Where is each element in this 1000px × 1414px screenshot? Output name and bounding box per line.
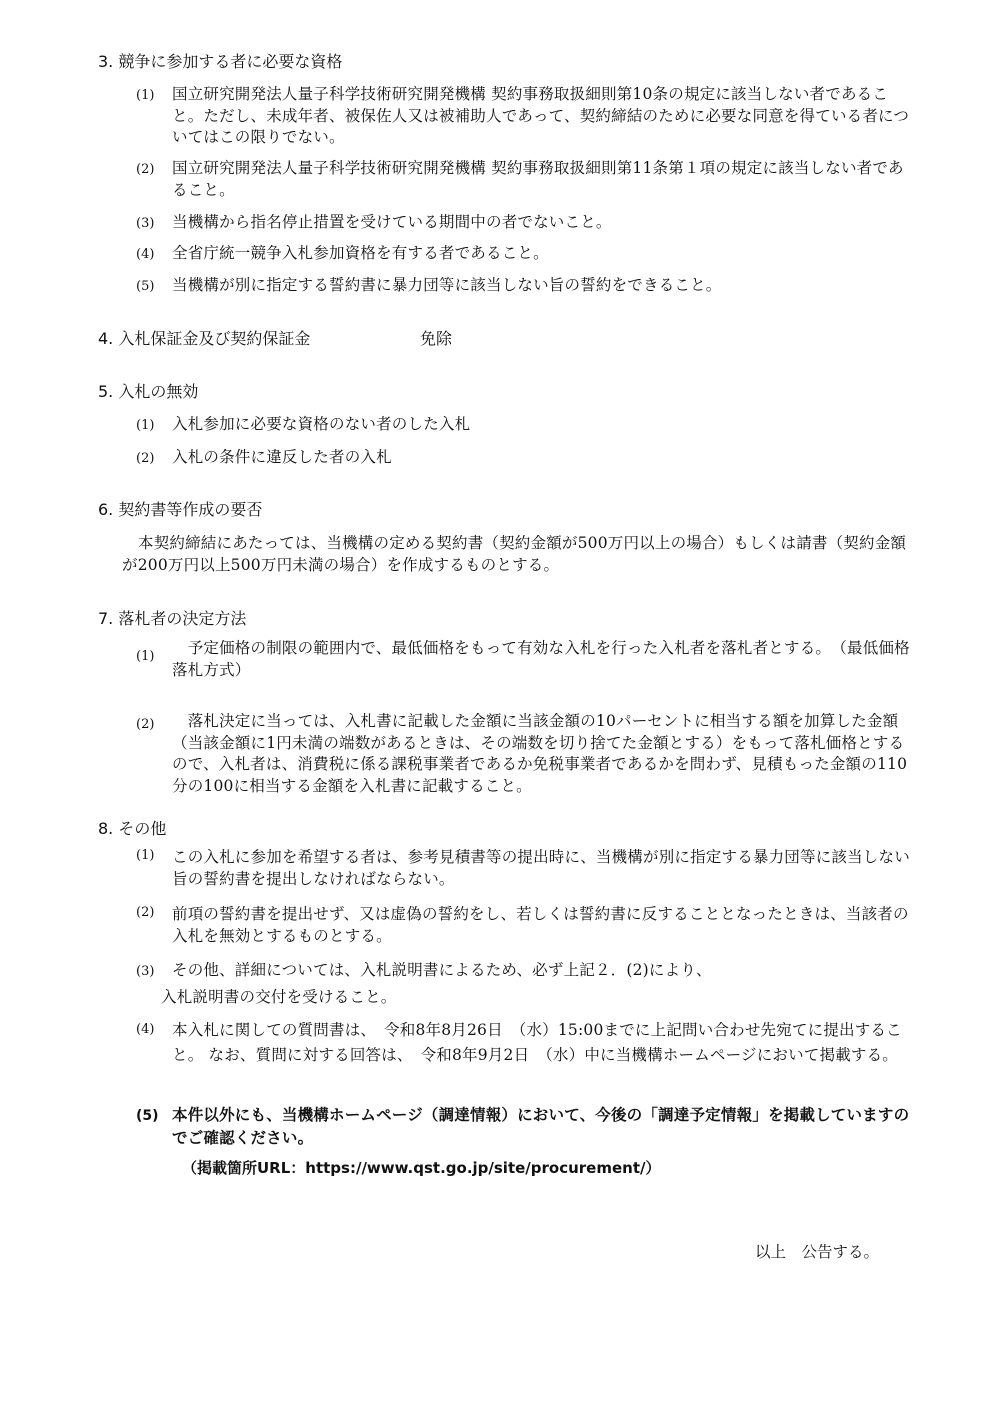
- item-number: (4): [136, 247, 155, 262]
- item-text: 入札参加に必要な資格のない者のした入札: [172, 415, 471, 433]
- section-6-paragraph: 本契約締結にあたっては、当機構の定める契約書（契約金額が500万円以上の場合）もしくは請書（契約金額が200万円以上500万円未満の場合）を作成するものとする。: [122, 534, 907, 574]
- item-text: 前項の誓約書を提出せず、又は虚偽の誓約をし、若しくは誓約書に反することとなったときは、当該者の入札を無効とするものとする。: [172, 905, 909, 945]
- item-number: (3): [136, 216, 155, 231]
- section-4-heading: [98, 328, 453, 350]
- section-4-title: 4. 入札保証金及び契約保証金: [98, 329, 311, 348]
- item-text: 国立研究開発法人量子科学技術研究開発機構 契約事務取扱細則第10条の規定に該当しない者であること。ただし、未成年者、被保佐人又は被補助人であって、契約締結のために必要な同意を得ている者についてはこの限りでない。: [172, 85, 910, 146]
- section-6-heading: 6. 契約書等作成の要否: [98, 500, 263, 519]
- closing-text: 以上 公告する。: [755, 1243, 880, 1261]
- item-text: 本件以外にも、当機構ホームページ（調達情報）において、今後の「調達予定情報」を掲載していますのでご確認ください。: [172, 1106, 910, 1147]
- section-7-heading: 7. 落札者の決定方法: [98, 609, 247, 628]
- item-text: 国立研究開発法人量子科学技術研究開発機構 契約事務取扱細則第11条第１項の規定に該当しない者であること。: [172, 159, 904, 199]
- item-number: (5): [136, 279, 155, 294]
- item-text: 当機構が別に指定する誓約書に暴力団等に該当しない旨の誓約をできること。: [172, 276, 722, 294]
- item-text: 入札の条件に違反した者の入札: [172, 448, 392, 466]
- item-number: (2): [136, 451, 155, 466]
- item-text: 落札決定に当っては、入札書に記載した金額に当該金額の10パーセントに相当する額を加算した金額（当該金額に1円未満の端数があるときは、その端数を切り捨てた金額とする）をもって落札価格とするので、入札者は、消費税に係る課税事業者であるか免税事業者であるかを問わず、見積もった金額の110分の100に相当する金額を入札書に記載すること。: [172, 712, 908, 795]
- procurement-url: （掲載箇所URL：https://www.qst.go.jp/site/procurement/）: [182, 1159, 661, 1177]
- section-5-heading: 5. 入札の無効: [98, 382, 199, 401]
- item-number: (2): [136, 162, 155, 177]
- item-text: 当機構から指名停止措置を受けている期間中の者でないこと。: [172, 213, 612, 231]
- section-4-value: 免除: [420, 329, 453, 348]
- item-number: (1): [136, 418, 155, 433]
- section-8-heading: 8. その他: [98, 819, 167, 838]
- item-number: (2): [136, 905, 155, 920]
- item-number: (4): [136, 1022, 155, 1037]
- item-number: (2): [136, 717, 155, 732]
- item-number: (5): [136, 1108, 159, 1124]
- section-3-heading: 3. 競争に参加する者に必要な資格: [98, 52, 343, 71]
- item-number: (1): [136, 848, 155, 863]
- item-text: この入札に参加を希望する者は、参考見積書等の提出時に、当機構が別に指定する暴力団等に該当しない旨の誓約書を提出しなければならない。: [172, 848, 910, 888]
- item-text-line-1: その他、詳細については、入札説明書によるため、必ず上記２．(2)により、: [172, 961, 712, 979]
- item-text: 本入札に関しての質問書は、 令和8年8月26日 （水）15:00までに上記問い合わせ先宛てに提出すること。 なお、質問に対する回答は、 令和8年9月2日 （水）中に当機構ホームページにおいて掲載する。: [172, 1021, 902, 1064]
- item-text-line-2: 入札説明書の交付を受けること。: [161, 988, 397, 1006]
- item-number: (1): [136, 649, 155, 664]
- item-number: (1): [136, 88, 155, 103]
- item-text: 予定価格の制限の範囲内で、最低価格をもって有効な入札を行った入札者を落札者とする。 （最低価格落札方式）: [172, 639, 910, 679]
- item-text: 全省庁統一競争入札参加資格を有する者であること。: [172, 244, 549, 262]
- item-number: (3): [136, 964, 155, 979]
